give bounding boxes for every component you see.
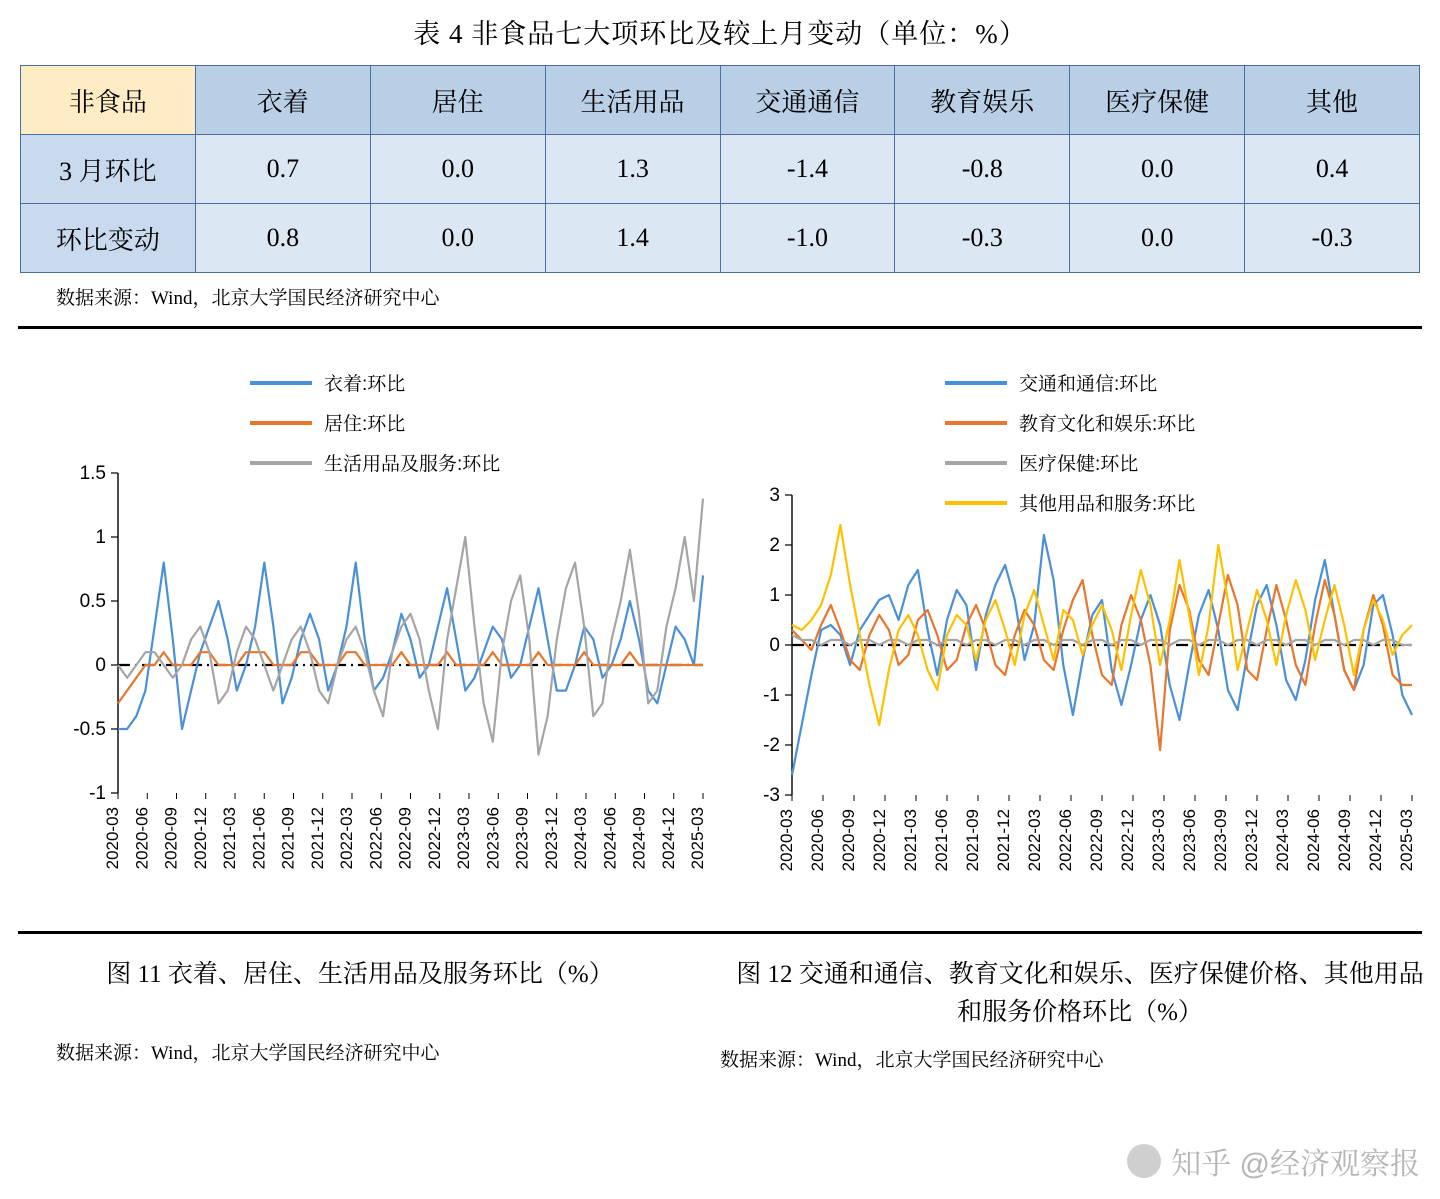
table-header-clothing: 衣着 [195,66,370,135]
svg-text:2024-09: 2024-09 [1335,809,1354,872]
svg-text:-1: -1 [763,685,780,706]
svg-text:1: 1 [95,527,106,548]
legend-label-other: 其他用品和服务:环比 [1019,494,1196,515]
figure-12-plot [720,335,1440,915]
legend-label-clothing: 衣着:环比 [324,374,406,395]
table-header-household-goods: 生活用品 [545,66,720,135]
svg-text:2020-03: 2020-03 [777,809,796,872]
figure-11-caption: 图 11 衣着、居住、生活用品及服务环比（%） [106,961,614,988]
svg-text:2023-03: 2023-03 [1149,809,1168,872]
svg-text:0.5: 0.5 [79,591,106,612]
figure-12-source: 数据来源：Wind，北京大学国民经济研究中心 [720,1050,1104,1071]
divider-bottom [18,931,1422,934]
cell-r0-c6: 0.4 [1245,135,1420,204]
svg-text:2024-06: 2024-06 [1304,809,1323,872]
svg-text:2024-12: 2024-12 [1366,809,1385,872]
svg-text:2023-03: 2023-03 [454,807,473,870]
svg-text:2022-09: 2022-09 [395,807,415,870]
svg-text:2021-03: 2021-03 [220,807,239,870]
charts-area [0,335,1440,915]
cell-r0-c0: 0.7 [195,135,370,204]
svg-text:2020-06: 2020-06 [808,809,827,872]
svg-text:2023-09: 2023-09 [512,807,532,870]
table-row [21,135,1420,204]
svg-text:2022-03: 2022-03 [1025,809,1044,872]
svg-text:2022-12: 2022-12 [1118,809,1137,872]
svg-text:2021-12: 2021-12 [994,809,1013,872]
svg-text:3: 3 [769,485,780,506]
figure-11-source: 数据来源：Wind，北京大学国民经济研究中心 [56,1042,440,1064]
svg-text:2020-03: 2020-03 [103,807,122,870]
figure-11 [0,335,720,915]
svg-text:2021-09: 2021-09 [963,809,982,872]
table-header-education-entertainment: 教育娱乐 [895,66,1070,135]
svg-text:2023-12: 2023-12 [1242,809,1261,872]
svg-text:2021-12: 2021-12 [307,807,327,870]
row-label-mom-march: 3 月环比 [21,135,196,204]
figure-12-caption: 图 12 交通和通信、教育文化和娱乐、医疗保健价格、其他用品和服务价格环比（%） [736,961,1424,1026]
svg-text:-1: -1 [89,783,106,804]
svg-text:2021-06: 2021-06 [932,809,951,872]
svg-text:2020-12: 2020-12 [870,809,889,872]
svg-text:2025-03: 2025-03 [688,807,707,870]
table-header-nonfood: 非食品 [21,66,196,135]
svg-text:2024-12: 2024-12 [658,807,678,870]
svg-text:2022-03: 2022-03 [337,807,356,870]
divider-top [18,326,1422,329]
legend-label-transport: 交通和通信:环比 [1019,374,1158,395]
cell-r0-c5: 0.0 [1070,135,1245,204]
captions-area [0,938,1440,1072]
nonfood-table [20,65,1420,273]
svg-text:-0.5: -0.5 [73,719,106,740]
svg-text:2020-12: 2020-12 [190,807,210,870]
svg-text:2021-06: 2021-06 [249,807,269,870]
svg-text:2022-06: 2022-06 [366,807,386,870]
figure-11-footer [0,938,720,1072]
svg-text:2025-03: 2025-03 [1397,809,1416,872]
table-header-transport-comm: 交通通信 [720,66,895,135]
svg-text:2024-09: 2024-09 [629,807,649,870]
svg-text:2024-03: 2024-03 [1273,809,1292,872]
table-title: 表 4 非食品七大项环比及较上月变动（单位：%） [413,19,1027,49]
figure-12-footer [720,938,1440,1072]
watermark [1127,1139,1420,1183]
table-header-housing: 居住 [370,66,545,135]
svg-text:0: 0 [95,655,106,676]
svg-text:-2: -2 [763,735,780,756]
legend-label-healthcare: 医疗保健:环比 [1019,454,1139,475]
cell-r1-c5: 0.0 [1070,204,1245,273]
svg-text:2023-12: 2023-12 [541,807,561,870]
svg-text:2020-09: 2020-09 [161,807,181,870]
svg-text:0: 0 [769,635,780,656]
svg-text:2020-09: 2020-09 [839,809,858,872]
svg-text:1.5: 1.5 [79,463,106,484]
cell-r1-c4: -0.3 [895,204,1070,273]
svg-text:2024-06: 2024-06 [600,807,620,870]
figure-12 [720,335,1440,915]
cell-r1-c1: 0.0 [370,204,545,273]
figure-11-plot [0,335,720,915]
cell-r1-c6: -0.3 [1245,204,1420,273]
cell-r0-c3: -1.4 [720,135,895,204]
cell-r0-c1: 0.0 [370,135,545,204]
legend-label-education: 教育文化和娱乐:环比 [1019,414,1196,435]
table-header-row [21,66,1420,135]
svg-text:2024-03: 2024-03 [571,807,590,870]
svg-text:2020-06: 2020-06 [132,807,152,870]
cell-r1-c0: 0.8 [195,204,370,273]
watermark-text: 知乎 @经济观察报 [1171,1148,1420,1181]
svg-text:2023-06: 2023-06 [483,807,503,870]
row-label-mom-change: 环比变动 [21,204,196,273]
cell-r1-c3: -1.0 [720,204,895,273]
svg-text:2022-06: 2022-06 [1056,809,1075,872]
svg-text:2021-09: 2021-09 [278,807,298,870]
svg-text:2022-12: 2022-12 [424,807,444,870]
cell-r0-c2: 1.3 [545,135,720,204]
table-row [21,204,1420,273]
legend-label-household: 生活用品及服务:环比 [324,454,501,475]
cell-r1-c2: 1.4 [545,204,720,273]
legend-label-housing: 居住:环比 [324,414,406,435]
table-source: 数据来源：Wind，北京大学国民经济研究中心 [56,288,440,309]
svg-text:2022-09: 2022-09 [1087,809,1106,872]
svg-text:2: 2 [769,535,780,556]
svg-text:-3: -3 [763,785,780,806]
table-header-other: 其他 [1245,66,1420,135]
svg-text:2023-09: 2023-09 [1211,809,1230,872]
table-header-healthcare: 医疗保健 [1070,66,1245,135]
svg-text:1: 1 [769,585,780,606]
cell-r0-c4: -0.8 [895,135,1070,204]
svg-text:2023-06: 2023-06 [1180,809,1199,872]
svg-text:2021-03: 2021-03 [901,809,920,872]
watermark-logo-icon [1127,1144,1161,1178]
